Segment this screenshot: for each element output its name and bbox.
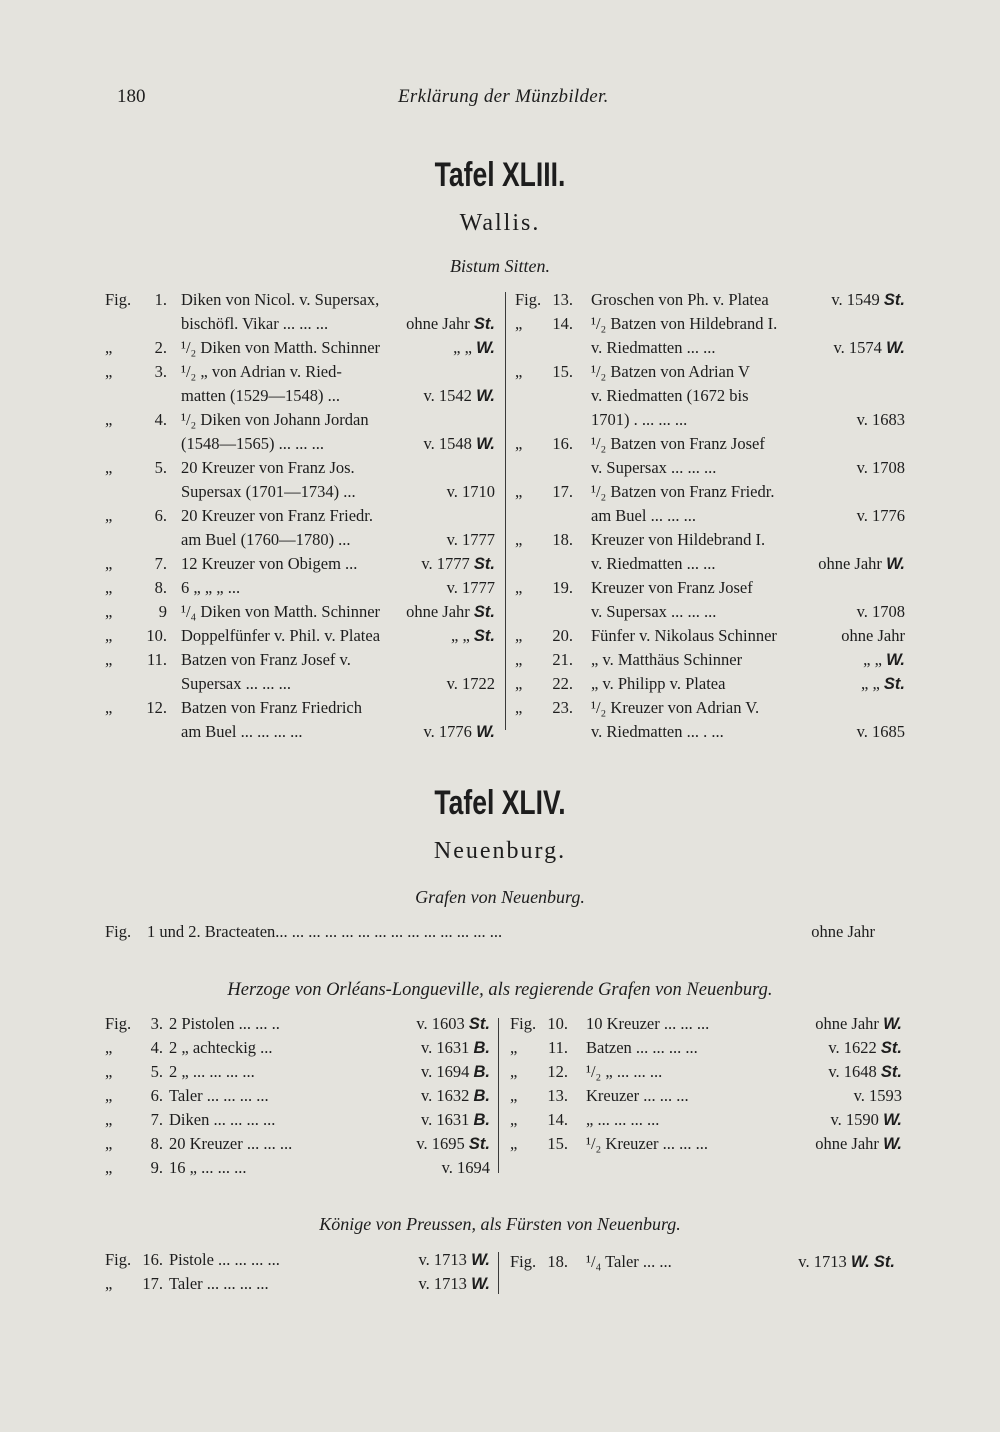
entry-description: Kreuzer von Franz Josef xyxy=(591,578,753,597)
fig-label: Fig. xyxy=(105,1250,132,1269)
fig-label: „ xyxy=(105,362,113,381)
plate-44-title: Tafel XLIV. xyxy=(434,784,566,822)
fig-label: „ xyxy=(105,1134,113,1153)
fig-label: „ xyxy=(105,1062,113,1081)
fig-number: 15. xyxy=(552,362,573,381)
fig-number: 22. xyxy=(552,674,573,693)
fig-number: 3. xyxy=(154,362,167,381)
fig-label: „ xyxy=(510,1134,518,1153)
fig-label: „ xyxy=(515,362,523,381)
entry-row xyxy=(515,648,905,672)
fig-number: 21. xyxy=(552,650,573,669)
entry-date: v. 1549 St. xyxy=(831,290,905,309)
entry-row xyxy=(105,648,495,672)
fig-label: „ xyxy=(105,1274,113,1293)
entry-description: v. Supersax ... ... ... xyxy=(591,458,717,477)
entry-description: v. Riedmatten ... . ... xyxy=(591,722,724,741)
entry-description: 12 Kreuzer von Obigem ... xyxy=(181,554,358,573)
entry-row xyxy=(105,1156,490,1180)
entry-date: ohne Jahr xyxy=(811,922,875,941)
entry-description: 6 „ „ „ ... xyxy=(181,578,241,597)
fig-label: Fig. xyxy=(105,1014,132,1033)
fig-number: 6. xyxy=(154,506,167,525)
entry-description: Diken von Nicol. v. Supersax, xyxy=(181,290,380,309)
entry-description: v. Riedmatten (1672 bis xyxy=(591,386,749,405)
entry-description: Kreuzer von Hildebrand I. xyxy=(591,530,766,549)
entry-date: v. 1710 xyxy=(446,482,495,501)
fig-label: „ xyxy=(105,1038,113,1057)
fig-number: 9 xyxy=(158,602,167,621)
fig-label: „ xyxy=(510,1110,518,1129)
fig-label: „ xyxy=(105,650,113,669)
fig-number: 13. xyxy=(547,1086,568,1105)
entry-description: v. Riedmatten ... ... xyxy=(591,338,716,357)
entry-row xyxy=(515,600,905,624)
fig-label: Fig. xyxy=(515,290,542,309)
fig-label: „ xyxy=(515,530,523,549)
entry-row xyxy=(515,432,905,456)
entry-row xyxy=(105,576,495,600)
fig-number: 11. xyxy=(547,1038,568,1057)
entry-row xyxy=(105,1108,490,1132)
entry-row xyxy=(105,528,495,552)
fig-number: 4. xyxy=(150,1038,163,1057)
entry-row xyxy=(105,1060,490,1084)
fig-label: Fig. xyxy=(105,922,132,941)
entry-row xyxy=(105,1248,490,1272)
entry-date: v. 1622 St. xyxy=(828,1038,902,1057)
entry-description: Doppelfünfer v. Phil. v. Platea xyxy=(181,626,381,645)
fig-number: 14. xyxy=(552,314,573,333)
fig-number: 20. xyxy=(552,626,573,645)
entry-date: v. 1713 W. xyxy=(418,1250,490,1269)
fig-number: 18. xyxy=(547,1252,568,1271)
entry-description: Diken ... ... ... ... xyxy=(169,1110,276,1129)
entry-description: 10 Kreuzer ... ... ... xyxy=(586,1014,710,1033)
entry-date: v. 1777 St. xyxy=(421,554,495,573)
fig-number: 17. xyxy=(142,1274,163,1293)
entry-description: Supersax ... ... ... xyxy=(181,674,291,693)
entry-description: Fünfer v. Nikolaus Schinner xyxy=(591,626,777,645)
fig-label: „ xyxy=(105,1086,113,1105)
fig-label: „ xyxy=(105,1110,113,1129)
entry-date: v. 1683 xyxy=(856,410,905,429)
entry-row xyxy=(105,336,495,360)
entry-description: 1 und 2. Bracteaten... ... ... ... ... ... ... ... ... ... ... ... ... ... xyxy=(147,922,503,941)
entry-row xyxy=(105,1012,490,1036)
entry-date: v. 1776 xyxy=(856,506,905,525)
entry-description: bischöfl. Vikar ... ... ... xyxy=(181,314,329,333)
entry-row xyxy=(105,504,495,528)
entry-date: „ „ St. xyxy=(861,674,905,693)
entry-date: ohne Jahr xyxy=(841,626,905,645)
entry-row xyxy=(515,456,905,480)
fig-number: 16. xyxy=(552,434,573,453)
entry-description: ¹/₂ Batzen von Adrian V xyxy=(591,362,750,381)
plate-43-right-column xyxy=(515,288,905,744)
entry-description: Batzen von Franz Josef v. xyxy=(181,650,351,669)
entry-date: v. 1648 St. xyxy=(828,1062,902,1081)
fig-label: „ xyxy=(510,1062,518,1081)
entry-description: Pistole ... ... ... ... xyxy=(169,1250,280,1269)
entry-description: 20 Kreuzer ... ... ... xyxy=(169,1134,293,1153)
entry-row xyxy=(515,720,905,744)
entry-date: v. 1631 B. xyxy=(420,1038,490,1057)
fig-label: Fig. xyxy=(510,1252,537,1271)
fig-number: 13. xyxy=(552,290,573,309)
entry-description: Supersax (1701—1734) ... xyxy=(181,482,356,501)
entry-date: v. 1777 xyxy=(446,578,495,597)
entry-row xyxy=(510,1012,902,1036)
entry-row xyxy=(515,552,905,576)
entry-date: v. 1632 B. xyxy=(420,1086,490,1105)
fig-number: 23. xyxy=(552,698,573,717)
entry-date: v. 1574 W. xyxy=(833,338,905,357)
entry-description: ¹/₂ „ ... ... ... xyxy=(586,1062,663,1081)
fig-label: „ xyxy=(515,650,523,669)
entry-row xyxy=(515,576,905,600)
page-number: 180 xyxy=(117,86,146,107)
fig-label: „ xyxy=(510,1086,518,1105)
entry-row xyxy=(510,1132,902,1156)
fig-number: 2. xyxy=(154,338,167,357)
fig-label: „ xyxy=(105,554,113,573)
entry-description: ¹/₂ Batzen von Franz Friedr. xyxy=(591,482,775,501)
fig-label: „ xyxy=(515,674,523,693)
entry-row xyxy=(105,624,495,648)
entry-date: ohne Jahr W. xyxy=(818,554,905,573)
fig-label: „ xyxy=(105,626,113,645)
fig-number: 12. xyxy=(547,1062,568,1081)
entry-row xyxy=(515,504,905,528)
fig-number: 19. xyxy=(552,578,573,597)
entry-row xyxy=(105,408,495,432)
plate-44-subtitle-counts: Grafen von Neuenburg. xyxy=(415,887,585,907)
fig-number: 6. xyxy=(150,1086,163,1105)
fig-number: 8. xyxy=(154,578,167,597)
fig-number: 10. xyxy=(547,1014,568,1033)
entry-description: ¹/₂ Diken von Johann Jordan xyxy=(181,410,369,429)
entry-row xyxy=(515,624,905,648)
entry-description: „ v. Philipp v. Platea xyxy=(591,674,726,693)
entry-description: ¹/₂ Diken von Matth. Schinner xyxy=(181,338,381,357)
entry-description: 2 „ ... ... ... ... xyxy=(169,1062,255,1081)
entry-date: ohne Jahr St. xyxy=(406,602,495,621)
entry-date: v. 1708 xyxy=(856,458,905,477)
plate-44-right-column-2 xyxy=(510,1250,895,1274)
entry-date: v. 1695 St. xyxy=(416,1134,490,1153)
fig-number: 14. xyxy=(547,1110,568,1129)
entry-row xyxy=(105,552,495,576)
entry-description: 20 Kreuzer von Franz Friedr. xyxy=(181,506,373,525)
entry-date: „ „ St. xyxy=(451,626,495,645)
entry-description: am Buel ... ... ... xyxy=(591,506,696,525)
entry-row xyxy=(510,1060,902,1084)
entry-row xyxy=(515,312,905,336)
entry-date: v. 1631 B. xyxy=(420,1110,490,1129)
entry-row xyxy=(105,1084,490,1108)
entry-row xyxy=(105,1132,490,1156)
entry-description: ¹/₄ Taler ... ... xyxy=(586,1252,672,1271)
entry-description: ¹/₂ Kreuzer ... ... ... xyxy=(586,1134,709,1153)
entry-row xyxy=(510,1036,902,1060)
entry-row xyxy=(105,432,495,456)
entry-date: „ „ W. xyxy=(453,338,495,357)
column-divider xyxy=(505,292,506,730)
fig-label: „ xyxy=(105,410,113,429)
entry-description: 2 Pistolen ... ... .. xyxy=(169,1014,280,1033)
entry-description: „ ... ... ... ... xyxy=(586,1110,660,1129)
fig-number: 18. xyxy=(552,530,573,549)
fig-label: Fig. xyxy=(105,290,132,309)
entry-description: Batzen ... ... ... ... xyxy=(586,1038,698,1057)
fig-label: „ xyxy=(515,578,523,597)
entry-description: v. Supersax ... ... ... xyxy=(591,602,717,621)
plate-44-right-column xyxy=(510,1012,902,1156)
entry-date: v. 1548 W. xyxy=(423,434,495,453)
entry-row xyxy=(510,1084,902,1108)
plate-43-region: Wallis. xyxy=(459,210,541,236)
fig-number: 9. xyxy=(150,1158,163,1177)
entry-date: „ „ W. xyxy=(863,650,905,669)
fig-label: „ xyxy=(105,1158,113,1177)
fig-1-2-entry xyxy=(105,920,875,944)
entry-date: v. 1776 W. xyxy=(423,722,495,741)
fig-number: 1. xyxy=(154,290,167,309)
entry-description: 20 Kreuzer von Franz Jos. xyxy=(181,458,355,477)
entry-row xyxy=(105,360,495,384)
entry-description: (1548—1565) ... ... ... xyxy=(181,434,324,453)
plate-43-subtitle: Bistum Sitten. xyxy=(450,256,550,276)
fig-number: 3. xyxy=(150,1014,163,1033)
entry-row xyxy=(510,1250,895,1274)
entry-date: ohne Jahr St. xyxy=(406,314,495,333)
fig-number: 10. xyxy=(146,626,167,645)
entry-description: Taler ... ... ... ... xyxy=(169,1086,269,1105)
fig-number: 5. xyxy=(154,458,167,477)
fig-number: 7. xyxy=(154,554,167,573)
fig-label: „ xyxy=(105,458,113,477)
entry-date: v. 1694 B. xyxy=(420,1062,490,1081)
fig-label: „ xyxy=(105,602,113,621)
entry-date: v. 1603 St. xyxy=(416,1014,490,1033)
plate-44-region: Neuenburg. xyxy=(433,838,567,864)
entry-description: Groschen von Ph. v. Platea xyxy=(591,290,769,309)
fig-label: „ xyxy=(515,482,523,501)
fig-number: 15. xyxy=(547,1134,568,1153)
fig-number: 12. xyxy=(146,698,167,717)
entry-date: ohne Jahr W. xyxy=(815,1014,902,1033)
entry-date: v. 1590 W. xyxy=(830,1110,902,1129)
fig-number: 7. xyxy=(150,1110,163,1129)
plate-44-left-column xyxy=(105,1012,490,1180)
entry-row xyxy=(515,288,905,312)
entry-description: „ v. Matthäus Schinner xyxy=(591,650,743,669)
entry-row xyxy=(105,312,495,336)
fig-label: „ xyxy=(105,338,113,357)
entry-description: v. Riedmatten ... ... xyxy=(591,554,716,573)
entry-row xyxy=(515,360,905,384)
entry-date: v. 1542 W. xyxy=(423,386,495,405)
entry-row xyxy=(515,528,905,552)
entry-date: v. 1713 W. xyxy=(418,1274,490,1293)
entry-row xyxy=(105,384,495,408)
entry-description: ¹/₂ Kreuzer von Adrian V. xyxy=(591,698,760,717)
fig-label: „ xyxy=(105,506,113,525)
entry-row xyxy=(105,1036,490,1060)
entry-description: 1701) . ... ... ... xyxy=(591,410,688,429)
entry-date: v. 1777 xyxy=(446,530,495,549)
entry-description: ¹/₄ Diken von Matth. Schinner xyxy=(181,602,381,621)
plate-44-subtitle-dukes: Herzoge von Orléans-Longueville, als regierende Grafen von Neuenburg. xyxy=(227,980,773,1000)
plate-44-subtitle-kings: Könige von Preussen, als Fürsten von Neuenburg. xyxy=(319,1214,681,1234)
fig-number: 16. xyxy=(142,1250,163,1269)
entry-description: matten (1529—1548) ... xyxy=(181,386,341,405)
entry-row xyxy=(105,696,495,720)
fig-label: „ xyxy=(105,578,113,597)
plate-43-title: Tafel XLIII. xyxy=(434,156,566,194)
fig-number: 8. xyxy=(150,1134,163,1153)
entry-row xyxy=(515,384,905,408)
entry-description: Kreuzer ... ... ... xyxy=(586,1086,689,1105)
entry-description: ¹/₂ „ von Adrian v. Ried- xyxy=(181,362,342,381)
entry-date: v. 1708 xyxy=(856,602,905,621)
entry-description: Batzen von Franz Friedrich xyxy=(181,698,362,717)
entry-row xyxy=(105,480,495,504)
entry-row xyxy=(515,336,905,360)
fig-label: Fig. xyxy=(510,1014,537,1033)
fig-number: 5. xyxy=(150,1062,163,1081)
entry-description: 2 „ achteckig ... xyxy=(169,1038,273,1057)
entry-row xyxy=(515,672,905,696)
fig-number: 4. xyxy=(154,410,167,429)
entry-row xyxy=(105,456,495,480)
running-title: Erklärung der Münzbilder. xyxy=(398,86,609,107)
fig-number: 17. xyxy=(552,482,573,501)
fig-label: „ xyxy=(105,698,113,717)
entry-date: v. 1694 xyxy=(441,1158,490,1177)
fig-label: „ xyxy=(515,698,523,717)
column-divider xyxy=(498,1018,499,1173)
entry-description: am Buel ... ... ... ... xyxy=(181,722,303,741)
entry-date: v. 1593 xyxy=(853,1086,902,1105)
entry-row xyxy=(515,408,905,432)
entry-date: v. 1713 W. St. xyxy=(798,1252,895,1271)
entry-date: v. 1685 xyxy=(856,722,905,741)
entry-row xyxy=(105,1272,490,1296)
entry-description: ¹/₂ Batzen von Hildebrand I. xyxy=(591,314,778,333)
entry-date: ohne Jahr W. xyxy=(815,1134,902,1153)
entry-row xyxy=(105,600,495,624)
column-divider xyxy=(498,1252,499,1294)
entry-row xyxy=(105,720,495,744)
entry-row xyxy=(105,672,495,696)
fig-number: 11. xyxy=(146,650,167,669)
fig-label: „ xyxy=(510,1038,518,1057)
entry-row xyxy=(105,288,495,312)
entry-date: v. 1722 xyxy=(446,674,495,693)
entry-row xyxy=(510,1108,902,1132)
entry-description: 16 „ ... ... ... xyxy=(169,1158,247,1177)
fig-label: „ xyxy=(515,626,523,645)
plate-44-left-column-2 xyxy=(105,1248,490,1296)
entry-row xyxy=(515,480,905,504)
plate-43-left-column xyxy=(105,288,495,744)
entry-description: am Buel (1760—1780) ... xyxy=(181,530,351,549)
entry-description: Taler ... ... ... ... xyxy=(169,1274,269,1293)
entry-description: ¹/₂ Batzen von Franz Josef xyxy=(591,434,765,453)
fig-label: „ xyxy=(515,434,523,453)
fig-label: „ xyxy=(515,314,523,333)
entry-row xyxy=(515,696,905,720)
